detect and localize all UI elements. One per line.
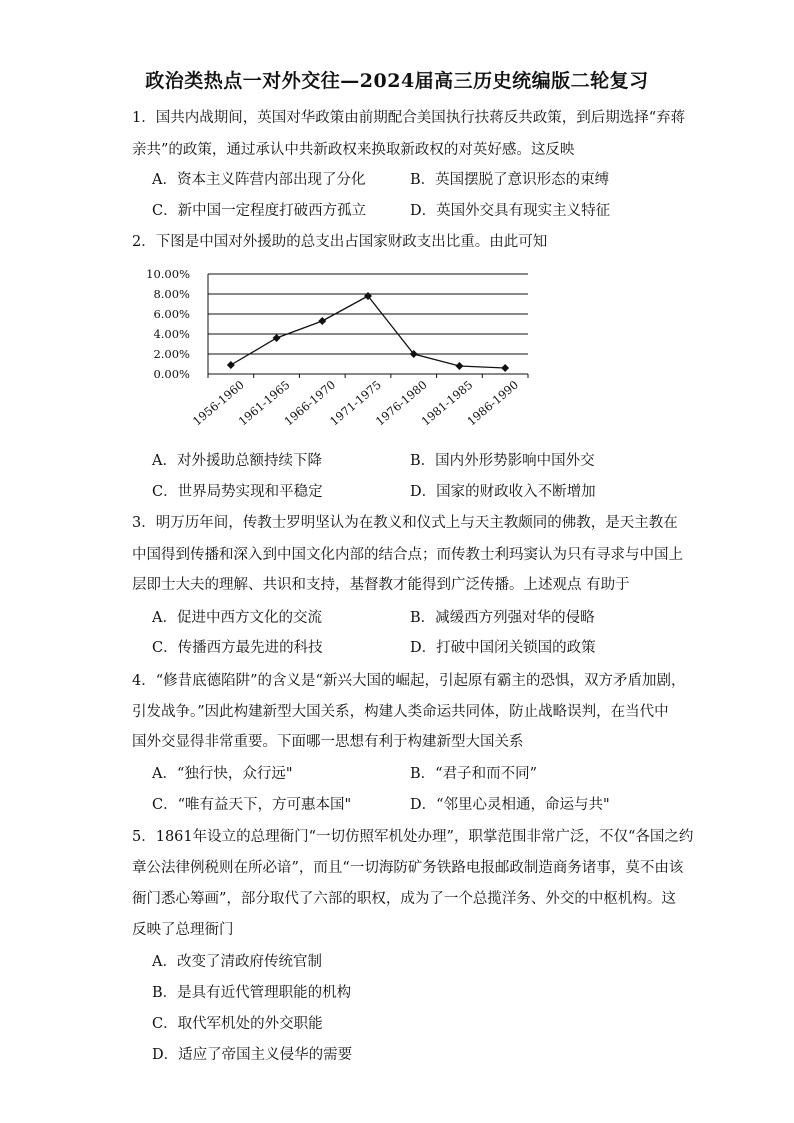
x-category-label: 1956-1960 bbox=[189, 377, 247, 429]
data-point-marker bbox=[318, 317, 326, 325]
q5-stem-line: 反映了总理衙门 bbox=[132, 922, 234, 938]
y-tick-label: 0.00% bbox=[153, 367, 190, 381]
q4-option-b[interactable]: B．“君子和而不同” bbox=[410, 766, 537, 782]
q1-option-c[interactable]: C．新中国一定程度打破西方孤立 bbox=[152, 203, 367, 219]
y-tick-label: 4.00% bbox=[153, 327, 190, 341]
y-tick-label: 8.00% bbox=[153, 287, 190, 301]
q3-option-a[interactable]: A．促进中西方文化的交流 bbox=[152, 610, 322, 626]
q1-option-b[interactable]: B．英国摆脱了意识形态的束缚 bbox=[410, 172, 610, 188]
x-category-label: 1981-1985 bbox=[418, 377, 476, 429]
data-point-marker bbox=[273, 334, 281, 342]
q5-stem-line: 衙门悉心筹画”，部分取代了六部的职权，成为了一个总揽洋务、外交的中枢机构。这 bbox=[132, 891, 676, 907]
q5-stem-line: 章公法律例税则在所必谙”，而且“一切海防矿务铁路电报邮政制造商务诸事，莫不由该 bbox=[132, 860, 684, 876]
x-category-label: 1971-1975 bbox=[327, 377, 384, 429]
q5-option-a[interactable]: A．改变了清政府传统官制 bbox=[152, 954, 322, 970]
q3-option-d[interactable]: D．打破中国闭关锁国的政策 bbox=[410, 640, 596, 656]
q3-stem-line: 层即士大夫的理解、共识和支持，基督教才能得到广泛传播。上述观点 有助于 bbox=[132, 577, 630, 593]
q2-option-c[interactable]: C．世界局势实现和平稳定 bbox=[152, 484, 323, 500]
q1-option-d[interactable]: D．英国外交具有现实主义特征 bbox=[410, 203, 611, 219]
aid-ratio-line-chart bbox=[140, 262, 540, 442]
q4-option-c[interactable]: C．“唯有益天下，方可惠本国" bbox=[152, 797, 352, 813]
q3-stem-line: 3．明万历年间，传教士罗明坚认为在教义和仪式上与天主教颇同的佛教，是天主教在 bbox=[132, 515, 678, 531]
q1-option-a[interactable]: A．资本主义阵营内部出现了分化 bbox=[152, 172, 366, 188]
q1-stem-line: 亲共”的政策，通过承认中共新政权来换取新政权的对英好感。这反映 bbox=[132, 142, 575, 158]
q4-option-a[interactable]: A．“独行快，众行远" bbox=[152, 766, 293, 782]
y-tick-label: 2.00% bbox=[153, 347, 190, 361]
q2-option-d[interactable]: D．国家的财政收入不断增加 bbox=[410, 484, 596, 500]
q2-option-a[interactable]: A．对外援助总额持续下降 bbox=[152, 453, 322, 469]
q2-stem-line: 2．下图是中国对外援助的总支出占国家财政支出比重。由此可知 bbox=[132, 234, 548, 250]
x-category-label: 1986-1990 bbox=[464, 377, 522, 429]
q5-option-b[interactable]: B．是具有近代管理职能的机构 bbox=[152, 985, 352, 1001]
data-point-marker bbox=[501, 364, 509, 372]
x-category-label: 1976-1980 bbox=[372, 377, 430, 429]
data-point-marker bbox=[455, 362, 463, 370]
q1-stem-line: 1．国共内战期间，英国对华政策由前期配合美国执行扶蒋反共政策，到后期选择“弃蒋 bbox=[132, 110, 686, 126]
q4-stem-line: 4．“修昔底德陷阱”的含义是“新兴大国的崛起，引起原有霸主的恐惧，双方矛盾加剧， bbox=[132, 673, 686, 689]
q5-option-d[interactable]: D．适应了帝国主义侵华的需要 bbox=[152, 1047, 353, 1063]
series-line bbox=[231, 296, 505, 368]
q4-option-d[interactable]: D．“邻里心灵相通，命运与共" bbox=[410, 797, 610, 813]
q5-stem-line: 5．1861年设立的总理衙门“一切仿照军机处办理”，职掌范围非常广泛，不仅“各国之约 bbox=[132, 829, 694, 845]
q3-option-c[interactable]: C．传播西方最先进的科技 bbox=[152, 640, 323, 656]
q3-stem-line: 中国得到传播和深入到中国文化内部的结合点；而传教士利玛窦认为只有寻求与中国上 bbox=[132, 547, 683, 563]
data-point-marker bbox=[227, 361, 235, 369]
q3-option-b[interactable]: B．减缓西方列强对华的侵略 bbox=[410, 610, 595, 626]
y-tick-label: 10.00% bbox=[146, 267, 190, 281]
y-tick-label: 6.00% bbox=[153, 307, 190, 321]
document-title: 政治类热点一对外交往—2024届高三历史统编版二轮复习 bbox=[145, 70, 649, 92]
q2-option-b[interactable]: B．国内外形势影响中国外交 bbox=[410, 453, 595, 469]
x-category-label: 1966-1970 bbox=[281, 377, 339, 429]
x-category-label: 1961-1965 bbox=[235, 377, 293, 429]
q4-stem-line: 引发战争。”因此构建新型大国关系，构建人类命运共同体，防止战略误判，在当代中 bbox=[132, 704, 669, 720]
q5-option-c[interactable]: C．取代军机处的外交职能 bbox=[152, 1016, 323, 1032]
q4-stem-line: 国外交显得非常重要。下面哪一思想有利于构建新型大国关系 bbox=[132, 734, 524, 750]
